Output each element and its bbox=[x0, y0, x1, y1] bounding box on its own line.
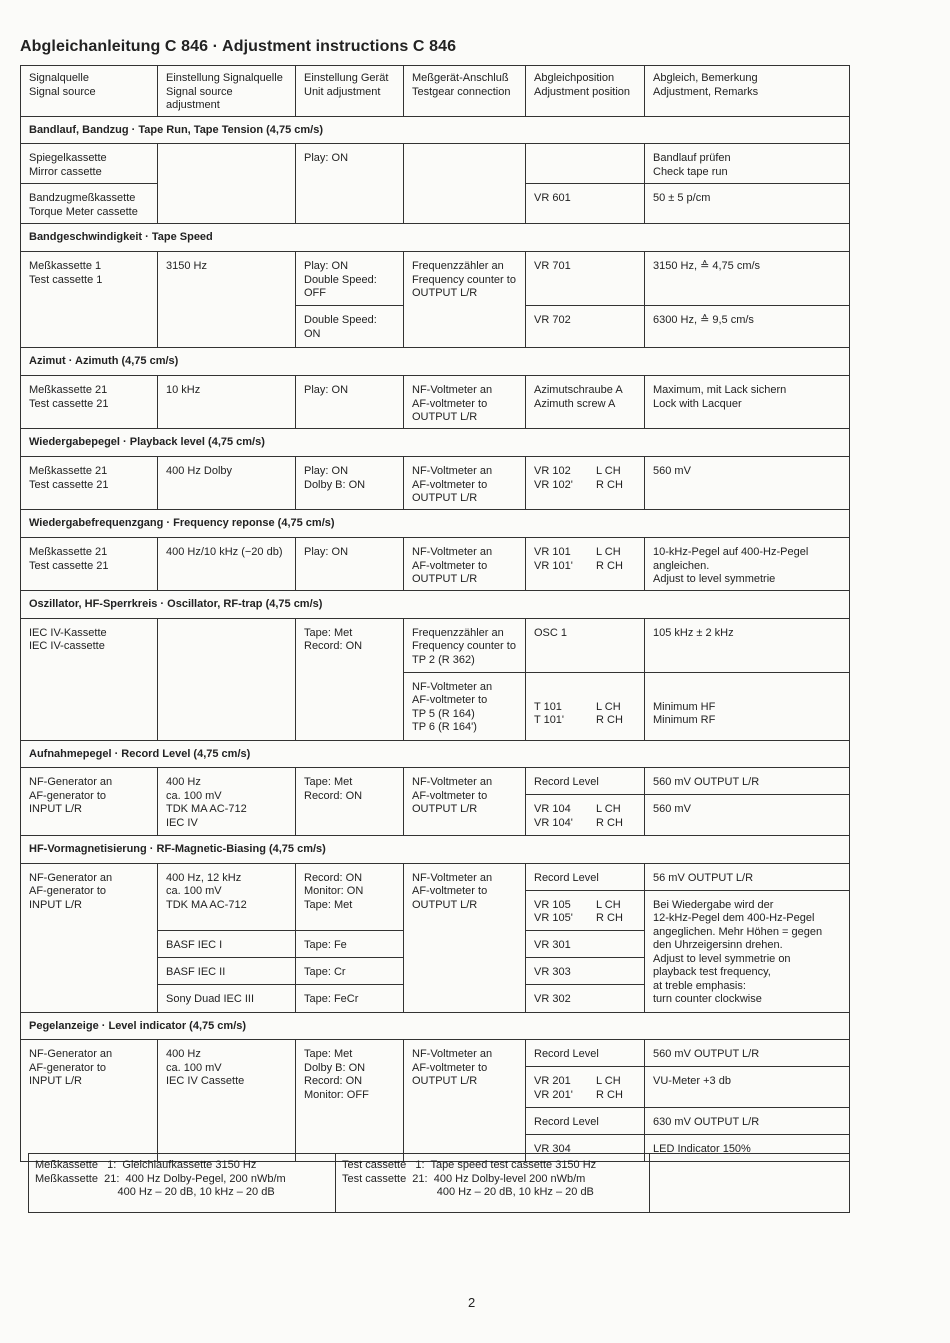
channel-labels: L CH R CH bbox=[596, 898, 623, 924]
testgear-cell: NF-Voltmeter an AF-voltmeter to OUTPUT L/R bbox=[404, 1040, 526, 1162]
remarks-cell: 560 mV bbox=[645, 795, 850, 836]
source-cell: Meßkassette 21 Test cassette 21 bbox=[21, 376, 158, 429]
footnote-german: Meßkassette 1: Gleichlaufkassette 3150 Hz Meßkassette 21: 400 Hz Dolby-Pegel, 200 nWb/m 400 Hz – 20 dB, 10 kHz – 20 dB bbox=[29, 1154, 336, 1213]
source-adjustment-cell: 400 Hz/10 kHz (−20 db) bbox=[158, 538, 296, 591]
testgear-cell: NF-Voltmeter an AF-voltmeter to TP 5 (R 164) TP 6 (R 164') bbox=[404, 672, 526, 740]
position-cell: Record Level bbox=[526, 863, 645, 890]
source-adjustment-cell: Sony Duad IEC III bbox=[158, 984, 296, 1012]
position-cell bbox=[526, 457, 645, 510]
testgear-cell: NF-Voltmeter an AF-voltmeter to OUTPUT L/R bbox=[404, 457, 526, 510]
testgear-cell: NF-Voltmeter an AF-voltmeter to OUTPUT L/R bbox=[404, 768, 526, 836]
section-title-playback-level: Wiedergabepegel · Playback level (4,75 cm/s) bbox=[21, 429, 850, 457]
position-cell: VR 302 bbox=[526, 984, 645, 1012]
channel-labels: L CH R CH bbox=[596, 1075, 623, 1101]
unit-adjustment-cell: Tape: Cr bbox=[296, 957, 404, 984]
source-adjustment-cell bbox=[158, 144, 296, 224]
remarks-cell: Bandlauf prüfen Check tape run bbox=[645, 144, 850, 184]
source-adjustment-cell: 10 kHz bbox=[158, 376, 296, 429]
testgear-cell: NF-Voltmeter an AF-voltmeter to OUTPUT L/R bbox=[404, 863, 526, 1012]
section-title-tape-speed: Bandgeschwindigkeit · Tape Speed bbox=[21, 224, 850, 252]
trimmer-labels: T 101 T 101' bbox=[534, 700, 565, 726]
position-cell: Record Level bbox=[526, 768, 645, 795]
page-title: Abgleichanleitung C 846 · Adjustment instructions C 846 bbox=[20, 38, 457, 55]
position-cell: Record Level bbox=[526, 1108, 645, 1135]
remarks-cell: Maximum, mit Lack sichern Lock with Lacquer bbox=[645, 376, 850, 429]
header-source-adjustment: Einstellung Signalquelle Signal source adjustment bbox=[158, 66, 296, 117]
position-cell bbox=[526, 538, 645, 591]
section-title-level-indicator: Pegelanzeige · Level indicator (4,75 cm/s) bbox=[21, 1012, 850, 1040]
testgear-cell: Frequenzzähler an Frequency counter to TP 2 (R 362) bbox=[404, 618, 526, 672]
remarks-cell: VU-Meter +3 db bbox=[645, 1067, 850, 1108]
section-title-rf-biasing: HF-Vormagnetisierung · RF-Magnetic-Biasing (4,75 cm/s) bbox=[21, 836, 850, 864]
remarks-cell: 560 mV bbox=[645, 457, 850, 510]
remarks-cell: 560 mV OUTPUT L/R bbox=[645, 768, 850, 795]
section-title-tape-run: Bandlauf, Bandzug · Tape Run, Tape Tension (4,75 cm/s) bbox=[21, 116, 850, 144]
unit-adjustment-cell: Play: ON bbox=[296, 538, 404, 591]
source-adjustment-cell: 3150 Hz bbox=[158, 252, 296, 348]
source-cell: Meßkassette 1 Test cassette 1 bbox=[21, 252, 158, 348]
trimmer-labels: VR 201 VR 201' bbox=[534, 1075, 573, 1101]
remarks-cell: 10-kHz-Pegel auf 400-Hz-Pegel angleichen. Adjust to level symmetrie bbox=[645, 538, 850, 591]
source-cell: IEC IV-Kassette IEC IV-cassette bbox=[21, 618, 158, 740]
unit-adjustment-cell: Double Speed: ON bbox=[296, 306, 404, 348]
testgear-cell: Frequenzzähler an Frequency counter to OUTPUT L/R bbox=[404, 252, 526, 348]
header-row bbox=[21, 66, 850, 117]
position-cell bbox=[526, 795, 645, 836]
source-cell: Meßkassette 21 Test cassette 21 bbox=[21, 457, 158, 510]
header-position: Abgleichposition Adjustment position bbox=[526, 66, 645, 117]
unit-adjustment-cell: Play: ON Dolby B: ON bbox=[296, 457, 404, 510]
channel-labels: L CH R CH bbox=[596, 700, 623, 726]
source-adjustment-cell: 400 Hz ca. 100 mV IEC IV Cassette bbox=[158, 1040, 296, 1162]
section-title-azimuth: Azimut · Azimuth (4,75 cm/s) bbox=[21, 348, 850, 376]
position-cell: VR 601 bbox=[526, 184, 645, 224]
source-cell: NF-Generator an AF-generator to INPUT L/R bbox=[21, 863, 158, 1012]
source-adjustment-cell bbox=[158, 618, 296, 740]
source-cell: Bandzugmeßkassette Torque Meter cassette bbox=[21, 184, 158, 224]
trimmer-labels: VR 102 VR 102' bbox=[534, 465, 573, 491]
trimmer-labels: VR 105 VR 105' bbox=[534, 898, 573, 924]
unit-adjustment-cell: Tape: FeCr bbox=[296, 984, 404, 1012]
remarks-cell: 630 mV OUTPUT L/R bbox=[645, 1108, 850, 1135]
header-remarks: Abgleich, Bemerkung Adjustment, Remarks bbox=[645, 66, 850, 117]
section-title-frequency-response: Wiedergabefrequenzgang · Frequency reponse (4,75 cm/s) bbox=[21, 510, 850, 538]
adjustment-table bbox=[20, 65, 850, 1162]
source-cell: NF-Generator an AF-generator to INPUT L/R bbox=[21, 768, 158, 836]
unit-adjustment-cell: Play: ON bbox=[296, 144, 404, 224]
header-testgear: Meßgerät-Anschluß Testgear connection bbox=[404, 66, 526, 117]
page-number: 2 bbox=[468, 1295, 476, 1310]
section-title-record-level: Aufnahmepegel · Record Level (4,75 cm/s) bbox=[21, 740, 850, 768]
remarks-cell: 56 mV OUTPUT L/R bbox=[645, 863, 850, 890]
footnote-empty-cell bbox=[650, 1154, 850, 1213]
unit-adjustment-cell: Tape: Met Record: ON bbox=[296, 618, 404, 740]
position-cell: VR 702 bbox=[526, 306, 645, 348]
position-cell bbox=[526, 672, 645, 740]
remarks-cell: 50 ± 5 p/cm bbox=[645, 184, 850, 224]
footnote-table bbox=[28, 1153, 850, 1213]
position-cell: VR 701 bbox=[526, 252, 645, 306]
testgear-cell: NF-Voltmeter an AF-voltmeter to OUTPUT L/R bbox=[404, 376, 526, 429]
position-cell: Record Level bbox=[526, 1040, 645, 1067]
position-cell: OSC 1 bbox=[526, 618, 645, 672]
channel-labels: L CH R CH bbox=[596, 546, 623, 572]
position-cell bbox=[526, 1067, 645, 1108]
position-cell: VR 304 bbox=[526, 1135, 645, 1162]
testgear-cell bbox=[404, 144, 526, 224]
source-adjustment-cell: 400 Hz Dolby bbox=[158, 457, 296, 510]
remarks-cell: Bei Wiedergabe wird der 12-kHz-Pegel dem 400-Hz-Pegel angeglichen. Mehr Höhen = gegen den Uhrzeigersinn drehen. Adjust to level symmetrie on playback test frequency, at treble emphasis: turn counter clockwise bbox=[645, 890, 850, 1012]
footnote-english: Test cassette 1: Tape speed test cassette 3150 Hz Test cassette 21: 400 Hz Dolby-level 200 nWb/m 400 Hz – 20 dB, 10 kHz – 20 dB bbox=[336, 1154, 650, 1213]
unit-adjustment-cell: Play: ON Double Speed: OFF bbox=[296, 252, 404, 306]
unit-adjustment-cell: Tape: Met Record: ON bbox=[296, 768, 404, 836]
remarks-cell: 3150 Hz, ≙ 4,75 cm/s bbox=[645, 252, 850, 306]
unit-adjustment-cell: Record: ON Monitor: ON Tape: Met bbox=[296, 863, 404, 930]
source-cell: Spiegelkassette Mirror cassette bbox=[21, 144, 158, 184]
source-adjustment-cell: 400 Hz, 12 kHz ca. 100 mV TDK MA AC-712 bbox=[158, 863, 296, 930]
remarks-cell: 105 kHz ± 2 kHz bbox=[645, 618, 850, 672]
position-cell bbox=[526, 890, 645, 930]
section-title-oscillator: Oszillator, HF-Sperrkreis · Oscillator, RF-trap (4,75 cm/s) bbox=[21, 591, 850, 619]
source-adjustment-cell: BASF IEC II bbox=[158, 957, 296, 984]
remarks-cell: LED Indicator 150% bbox=[645, 1135, 850, 1162]
position-cell bbox=[526, 144, 645, 184]
unit-adjustment-cell: Tape: Fe bbox=[296, 930, 404, 957]
source-adjustment-cell: BASF IEC I bbox=[158, 930, 296, 957]
remarks-cell: 6300 Hz, ≙ 9,5 cm/s bbox=[645, 306, 850, 348]
unit-adjustment-cell: Play: ON bbox=[296, 376, 404, 429]
remarks-cell: Minimum HF Minimum RF bbox=[645, 672, 850, 740]
header-signal-source: Signalquelle Signal source bbox=[21, 66, 158, 117]
source-adjustment-cell: 400 Hz ca. 100 mV TDK MA AC-712 IEC IV bbox=[158, 768, 296, 836]
header-unit-adjustment: Einstellung Gerät Unit adjustment bbox=[296, 66, 404, 117]
source-cell: NF-Generator an AF-generator to INPUT L/R bbox=[21, 1040, 158, 1162]
position-cell: VR 301 bbox=[526, 930, 645, 957]
position-cell: Azimutschraube A Azimuth screw A bbox=[526, 376, 645, 429]
unit-adjustment-cell: Tape: Met Dolby B: ON Record: ON Monitor: OFF bbox=[296, 1040, 404, 1162]
trimmer-labels: VR 101 VR 101' bbox=[534, 546, 573, 572]
position-cell: VR 303 bbox=[526, 957, 645, 984]
remarks-cell: 560 mV OUTPUT L/R bbox=[645, 1040, 850, 1067]
testgear-cell: NF-Voltmeter an AF-voltmeter to OUTPUT L/R bbox=[404, 538, 526, 591]
channel-labels: L CH R CH bbox=[596, 803, 623, 829]
source-cell: Meßkassette 21 Test cassette 21 bbox=[21, 538, 158, 591]
channel-labels: L CH R CH bbox=[596, 465, 623, 491]
trimmer-labels: VR 104 VR 104' bbox=[534, 803, 573, 829]
